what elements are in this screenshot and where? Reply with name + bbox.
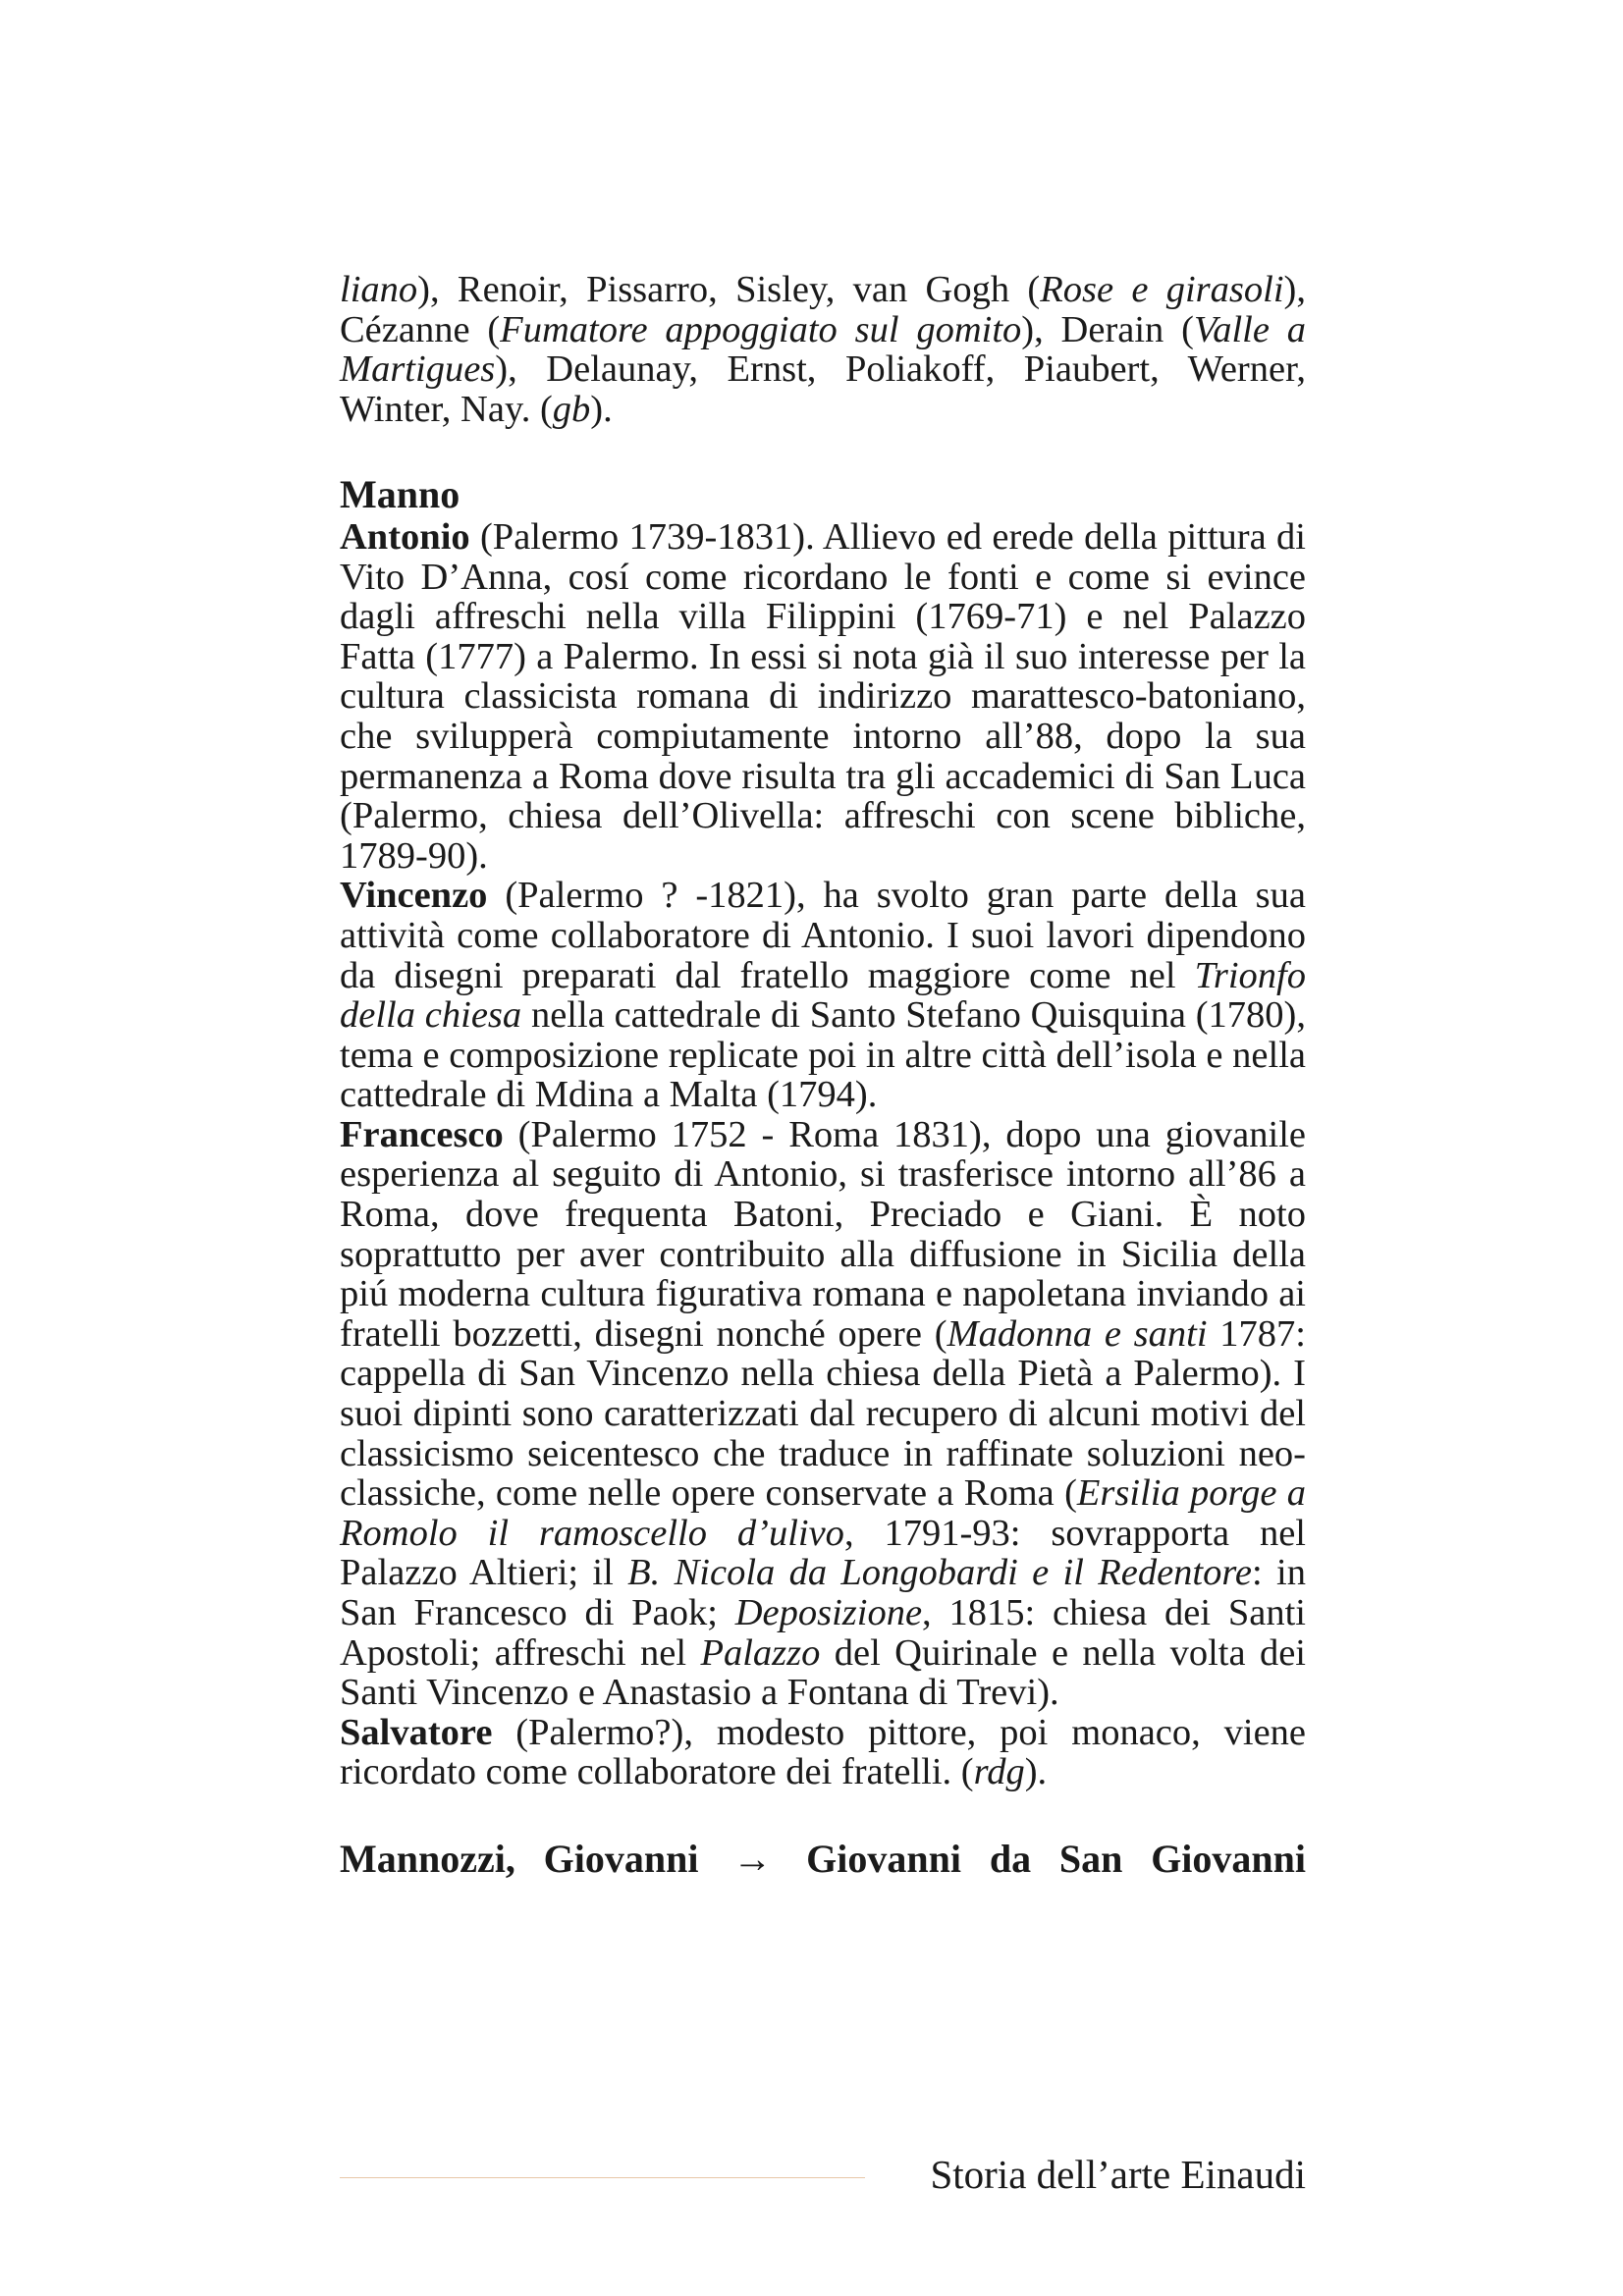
- italic-title: Trionfo della chiesa: [340, 954, 1306, 1037]
- text-run: (Palermo 1739-1831). Allievo ed erede della pittura di Vito D’Anna, cosí come ricordano le fonti e come si evince dagli affreschi nella villa Filippini (1769-71) e nel Palazzo Fatta (1777) a Palermo. In essi si nota già il suo interesse per la cultura classicista romana di indirizzo marattesco-batoniano, che svilupperà compiutamente intorno all’88, dopo la sua permanenza a Roma dove risulta tra gli accademici di San Luca (Palermo, chiesa dell’Olivella: affreschi con scene bibliche, 1789-90).: [340, 515, 1306, 877]
- entry-name: Antonio: [340, 515, 470, 558]
- entry-name: Francesco: [340, 1113, 504, 1155]
- text-run: ), Delaunay, Ernst, Poliakoff, Piaubert, Werner, Winter, Nay. (: [340, 348, 1306, 430]
- italic-title: gb: [552, 388, 591, 430]
- text-run: (Palermo ? -1821), ha svolto gran parte della sua attività come collaboratore di Antonio. I suoi lavori dipendono da disegni preparati dal fratello maggiore come nel: [340, 875, 1306, 996]
- text-run: ), Cézanne (: [340, 269, 1306, 350]
- paragraph-francesco: [340, 1115, 1306, 1713]
- cross-reference-name: Mannozzi, Giovanni: [340, 1836, 699, 1881]
- see-arrow-icon: →: [732, 1836, 773, 1881]
- entry-title-manno: Manno: [340, 472, 460, 517]
- entry-name: Vincenzo: [340, 875, 488, 917]
- italic-title: B. Nicola da Longobardi e il Redentore: [627, 1552, 1253, 1594]
- italic-title: Deposizione: [734, 1592, 923, 1633]
- text-run: (Palermo?), modesto pittore, poi monaco, viene ricordato come collaboratore dei fratelli. (: [340, 1711, 1306, 1793]
- paragraph-antonio: [340, 517, 1306, 876]
- italic-title: rdg: [973, 1751, 1025, 1793]
- paragraph-vincenzo: [340, 876, 1306, 1115]
- cross-reference-target: Giovanni da San Giovanni: [806, 1836, 1307, 1881]
- italic-title: Fumatore appoggiato sul gomito: [500, 308, 1022, 350]
- text-run: del Quirinale e nella volta dei Santi Vincenzo e Anastasio a Fontana di Trevi).: [340, 1631, 1306, 1714]
- text-run: ), Renoir, Pissarro, Sisley, van Gogh (: [417, 269, 1041, 310]
- text-run: ), Derain (: [1021, 308, 1194, 350]
- text-run: ).: [1024, 1751, 1048, 1793]
- paragraph-salvatore: [340, 1713, 1306, 1792]
- footer-divider: [340, 2177, 865, 2178]
- intro-paragraph: [340, 270, 1306, 429]
- italic-title: Valle a Martigues: [340, 308, 1306, 391]
- entry-title-mannozzi: [340, 1836, 1307, 1881]
- footer-publisher: Storia dell’arte Einaudi: [930, 2152, 1306, 2197]
- text-run: nella cattedrale di Santo Stefano Quisquina (1780), tema e composizione replicate poi in altre città dell’isola e nella cattedrale di Mdina a Malta (1794).: [340, 994, 1307, 1116]
- text-run: 1787: cappella di San Vincenzo nella chiesa della Pietà a Palermo). I suoi dipinti sono caratterizzati dal recupero di alcuni motivi del classicismo seicentesco che traduce in raffinate soluzioni neoclassiche, come nelle opere conservate a Roma (: [340, 1312, 1306, 1515]
- text-run: , 1815: chiesa dei Santi Apostoli; affreschi nel: [340, 1592, 1306, 1674]
- italic-title: Rose e girasoli: [1040, 269, 1284, 310]
- entry-name: Salvatore: [340, 1711, 493, 1753]
- text-run: : in San Francesco di Paok;: [340, 1552, 1306, 1633]
- italic-title: Palazzo: [700, 1631, 821, 1674]
- italic-title: Ersilia porge a Romolo il ramoscello d’ulivo: [340, 1472, 1306, 1554]
- text-run: ).: [590, 388, 613, 430]
- text-run: (Palermo 1752 - Roma 1831), dopo una giovanile esperienza al seguito di Antonio, si trasferisce intorno all’86 a Roma, dove frequenta Batoni, Preciado e Giani. È noto soprattutto per aver contribuito alla diffusione in Sicilia della piú moderna cultura figurativa romana e napoletana inviando ai fratelli bozzetti, disegni nonché opere (: [340, 1113, 1306, 1355]
- text-run: , 1791-93: sovrapporta nel Palazzo Altieri; il: [340, 1512, 1306, 1594]
- italic-title: Madonna e santi: [947, 1312, 1208, 1355]
- page-body: [340, 270, 1306, 1880]
- italic-title: liano: [340, 269, 418, 310]
